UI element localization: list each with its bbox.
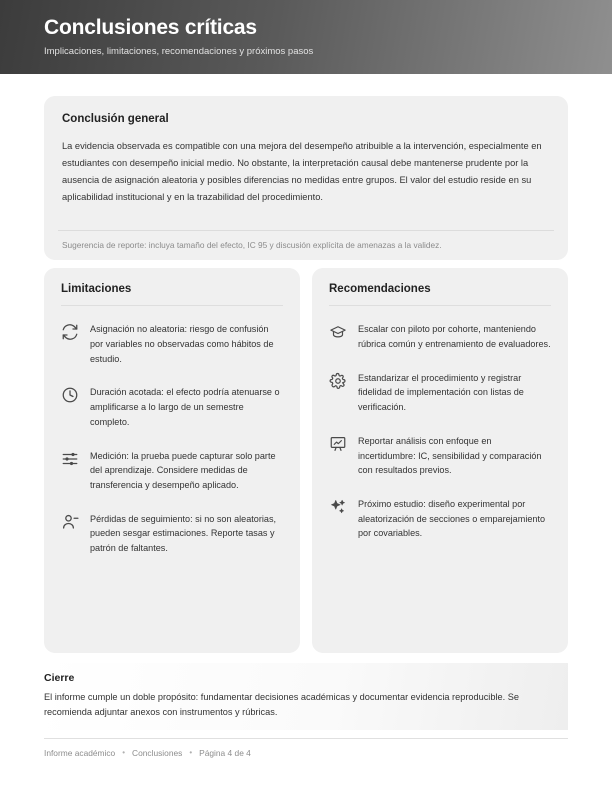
closing-title: Cierre bbox=[44, 672, 75, 685]
presentation-chart-icon bbox=[329, 435, 347, 453]
general-conclusion-card bbox=[44, 96, 568, 260]
list-item bbox=[329, 434, 551, 478]
recommendations-list bbox=[329, 322, 551, 541]
recommendations-card bbox=[312, 268, 568, 653]
list-item-text: Medición: la prueba puede capturar solo parte del aprendizaje. Considere medidas de transferencia y desempeño aplicado. bbox=[90, 450, 276, 490]
limitations-title: Limitaciones bbox=[61, 283, 132, 296]
clock-icon bbox=[61, 386, 79, 404]
list-item bbox=[329, 322, 551, 351]
page-body bbox=[0, 74, 612, 758]
refresh-icon bbox=[61, 323, 79, 341]
recommendations-divider bbox=[329, 305, 551, 306]
page-header bbox=[0, 0, 612, 74]
general-conclusion-title: Conclusión general bbox=[62, 113, 169, 125]
page-footer bbox=[44, 738, 568, 758]
sliders-icon bbox=[61, 450, 79, 468]
limitations-divider bbox=[61, 305, 283, 306]
list-item bbox=[61, 449, 283, 493]
footer-doc-type: Informe académico bbox=[44, 747, 116, 758]
closing-section bbox=[44, 663, 568, 729]
footer-page-number: Página 4 de 4 bbox=[199, 747, 251, 758]
page-subtitle: Implicaciones, limitaciones, recomendaciones y próximos pasos bbox=[44, 46, 314, 58]
list-item-text: Estandarizar el procedimiento y registrar fidelidad de implementación con listas de verificación. bbox=[358, 372, 524, 413]
list-item-text: Reportar análisis con enfoque en incertidumbre: IC, sensibilidad y comparación con resultados previos. bbox=[358, 435, 542, 476]
list-item-text: Próximo estudio: diseño experimental por aleatorización de secciones o emparejamiento por covariables. bbox=[358, 498, 546, 539]
list-item bbox=[61, 512, 283, 556]
list-item bbox=[329, 497, 551, 541]
report-suggestion-note: Sugerencia de reporte: incluya tamaño del efecto, IC 95 y discusión explícita de amenazas a la validez. bbox=[62, 239, 442, 250]
list-item-text: Duración acotada: el efecto podría atenuarse o amplificarse a lo largo de un semestre completo. bbox=[90, 387, 280, 427]
footer-separator: • bbox=[122, 747, 126, 757]
columns-container bbox=[44, 268, 568, 653]
list-item bbox=[61, 385, 283, 429]
sparkles-icon bbox=[329, 498, 347, 516]
list-item bbox=[61, 322, 283, 366]
list-item-text: Pérdidas de seguimiento: si no son aleatorias, pueden sesgar estimaciones. Reporte tasas y patrón de faltantes. bbox=[90, 513, 277, 554]
recommendations-title: Recomendaciones bbox=[329, 283, 431, 296]
footer-separator: • bbox=[189, 747, 193, 757]
limitations-card bbox=[44, 268, 300, 653]
list-item-text: Asignación no aleatoria: riesgo de confusión por variables no observadas como hábitos de estudio. bbox=[90, 324, 274, 364]
closing-body: El informe cumple un doble propósito: fundamentar decisiones académicas y documentar evidencia reproducible. Se recomienda adjuntar anexos con instrumentos y rúbricas. bbox=[44, 692, 519, 717]
list-item bbox=[329, 371, 551, 415]
limitations-list bbox=[61, 322, 283, 556]
gear-icon bbox=[329, 372, 347, 390]
general-conclusion-body: La evidencia observada es compatible con una mejora del desempeño atribuible a la intervención, especialmente en estudiantes con desempeño inicial medio. No obstante, la interpretación causal debe mantenerse prudente por la ausencia de asignación aleatoria y posibles diferencias no medidas entre grupos. El valor del estudio reside en su aplicabilidad institucional y en la trazabilidad del procedimiento. bbox=[62, 141, 542, 202]
list-item-text: Escalar con piloto por cohorte, manteniendo rúbrica común y entrenamiento de evaluadores. bbox=[358, 324, 551, 349]
user-minus-icon bbox=[61, 513, 79, 531]
page-title: Conclusiones críticas bbox=[44, 16, 257, 40]
graduation-cap-icon bbox=[329, 323, 347, 341]
footer-section: Conclusiones bbox=[132, 747, 183, 758]
